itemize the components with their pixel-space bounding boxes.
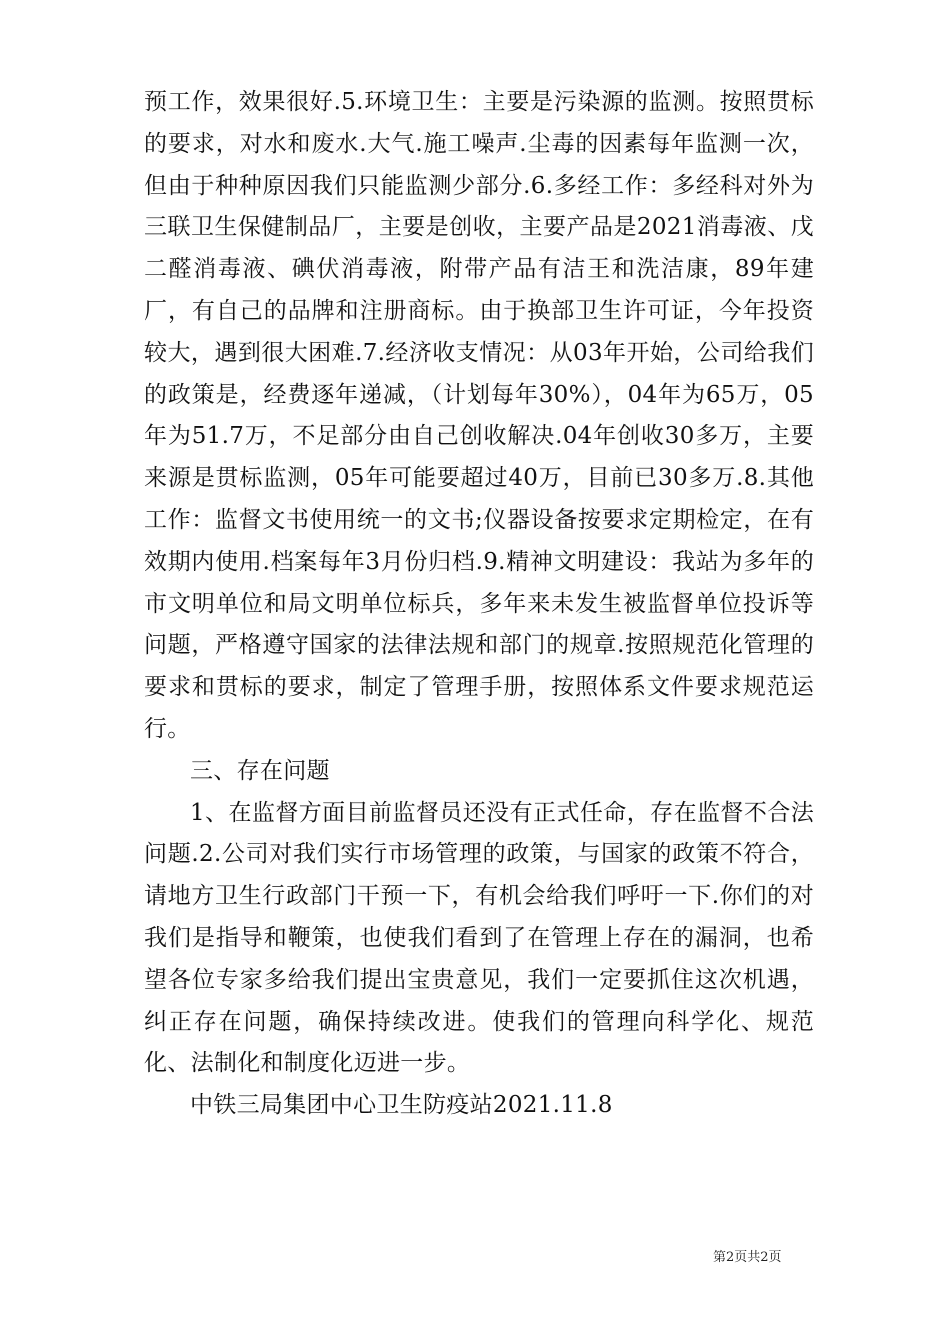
- section-heading-existing-problems: 三、存在问题: [190, 757, 330, 784]
- page-number: 第2页共2页: [713, 1250, 782, 1265]
- signature-line: 中铁三局集团中心卫生防疫站2021.11.8: [190, 1092, 613, 1119]
- body-paragraph-problems: 1、在监督方面目前监督员还没有正式任命，存在监督不合法问题.2.公司对我们实行市场管理的政策，与国家的政策不符合，请地方卫生行政部门干预一下，有机会给我们呼吁一下.你们的对我们是指导和鞭策，也使我们看到了在管理上存在的漏洞，也希望各位专家多给我们提出宝贵意见，我们一定要抓住这次机遇，纠正存在问题，确保持续改进。使我们的管理向科学化、规范化、法制化和制度化迈进一步。: [144, 799, 814, 1077]
- body-paragraph-continued: 预工作，效果很好.5.环境卫生：主要是污染源的监测。按照贯标的要求，对水和废水.大气.施工噪声.尘毒的因素每年监测一次，但由于种种原因我们只能监测少部分.6.多经工作：多经科对外为三联卫生保健制品厂，主要是创收，主要产品是2021消毒液、戊二醛消毒液、碘伏消毒液，附带产品有洁王和洗洁康，89年建厂，有自己的品牌和注册商标。由于换部卫生许可证，今年投资较大，遇到很大困难.7.经济收支情况：从03年开始，公司给我们的政策是，经费逐年递减，（计划每年30%），04年为65万，05年为51.7万，不足部分由自己创收解决.04年创收30多万，主要来源是贯标监测，05年可能要超过40万，目前已30多万.8.其他工作：监督文书使用统一的文书;仪器设备按要求定期检定，在有效期内使用.档案每年3月份归档.9.精神文明建设：我站为多年的市文明单位和局文明单位标兵，多年来未发生被监督单位投诉等问题，严格遵守国家的法律法规和部门的规章.按照规范化管理的要求和贯标的要求，制定了管理手册，按照体系文件要求规范运行。: [144, 89, 814, 742]
- document-body: [144, 82, 814, 1127]
